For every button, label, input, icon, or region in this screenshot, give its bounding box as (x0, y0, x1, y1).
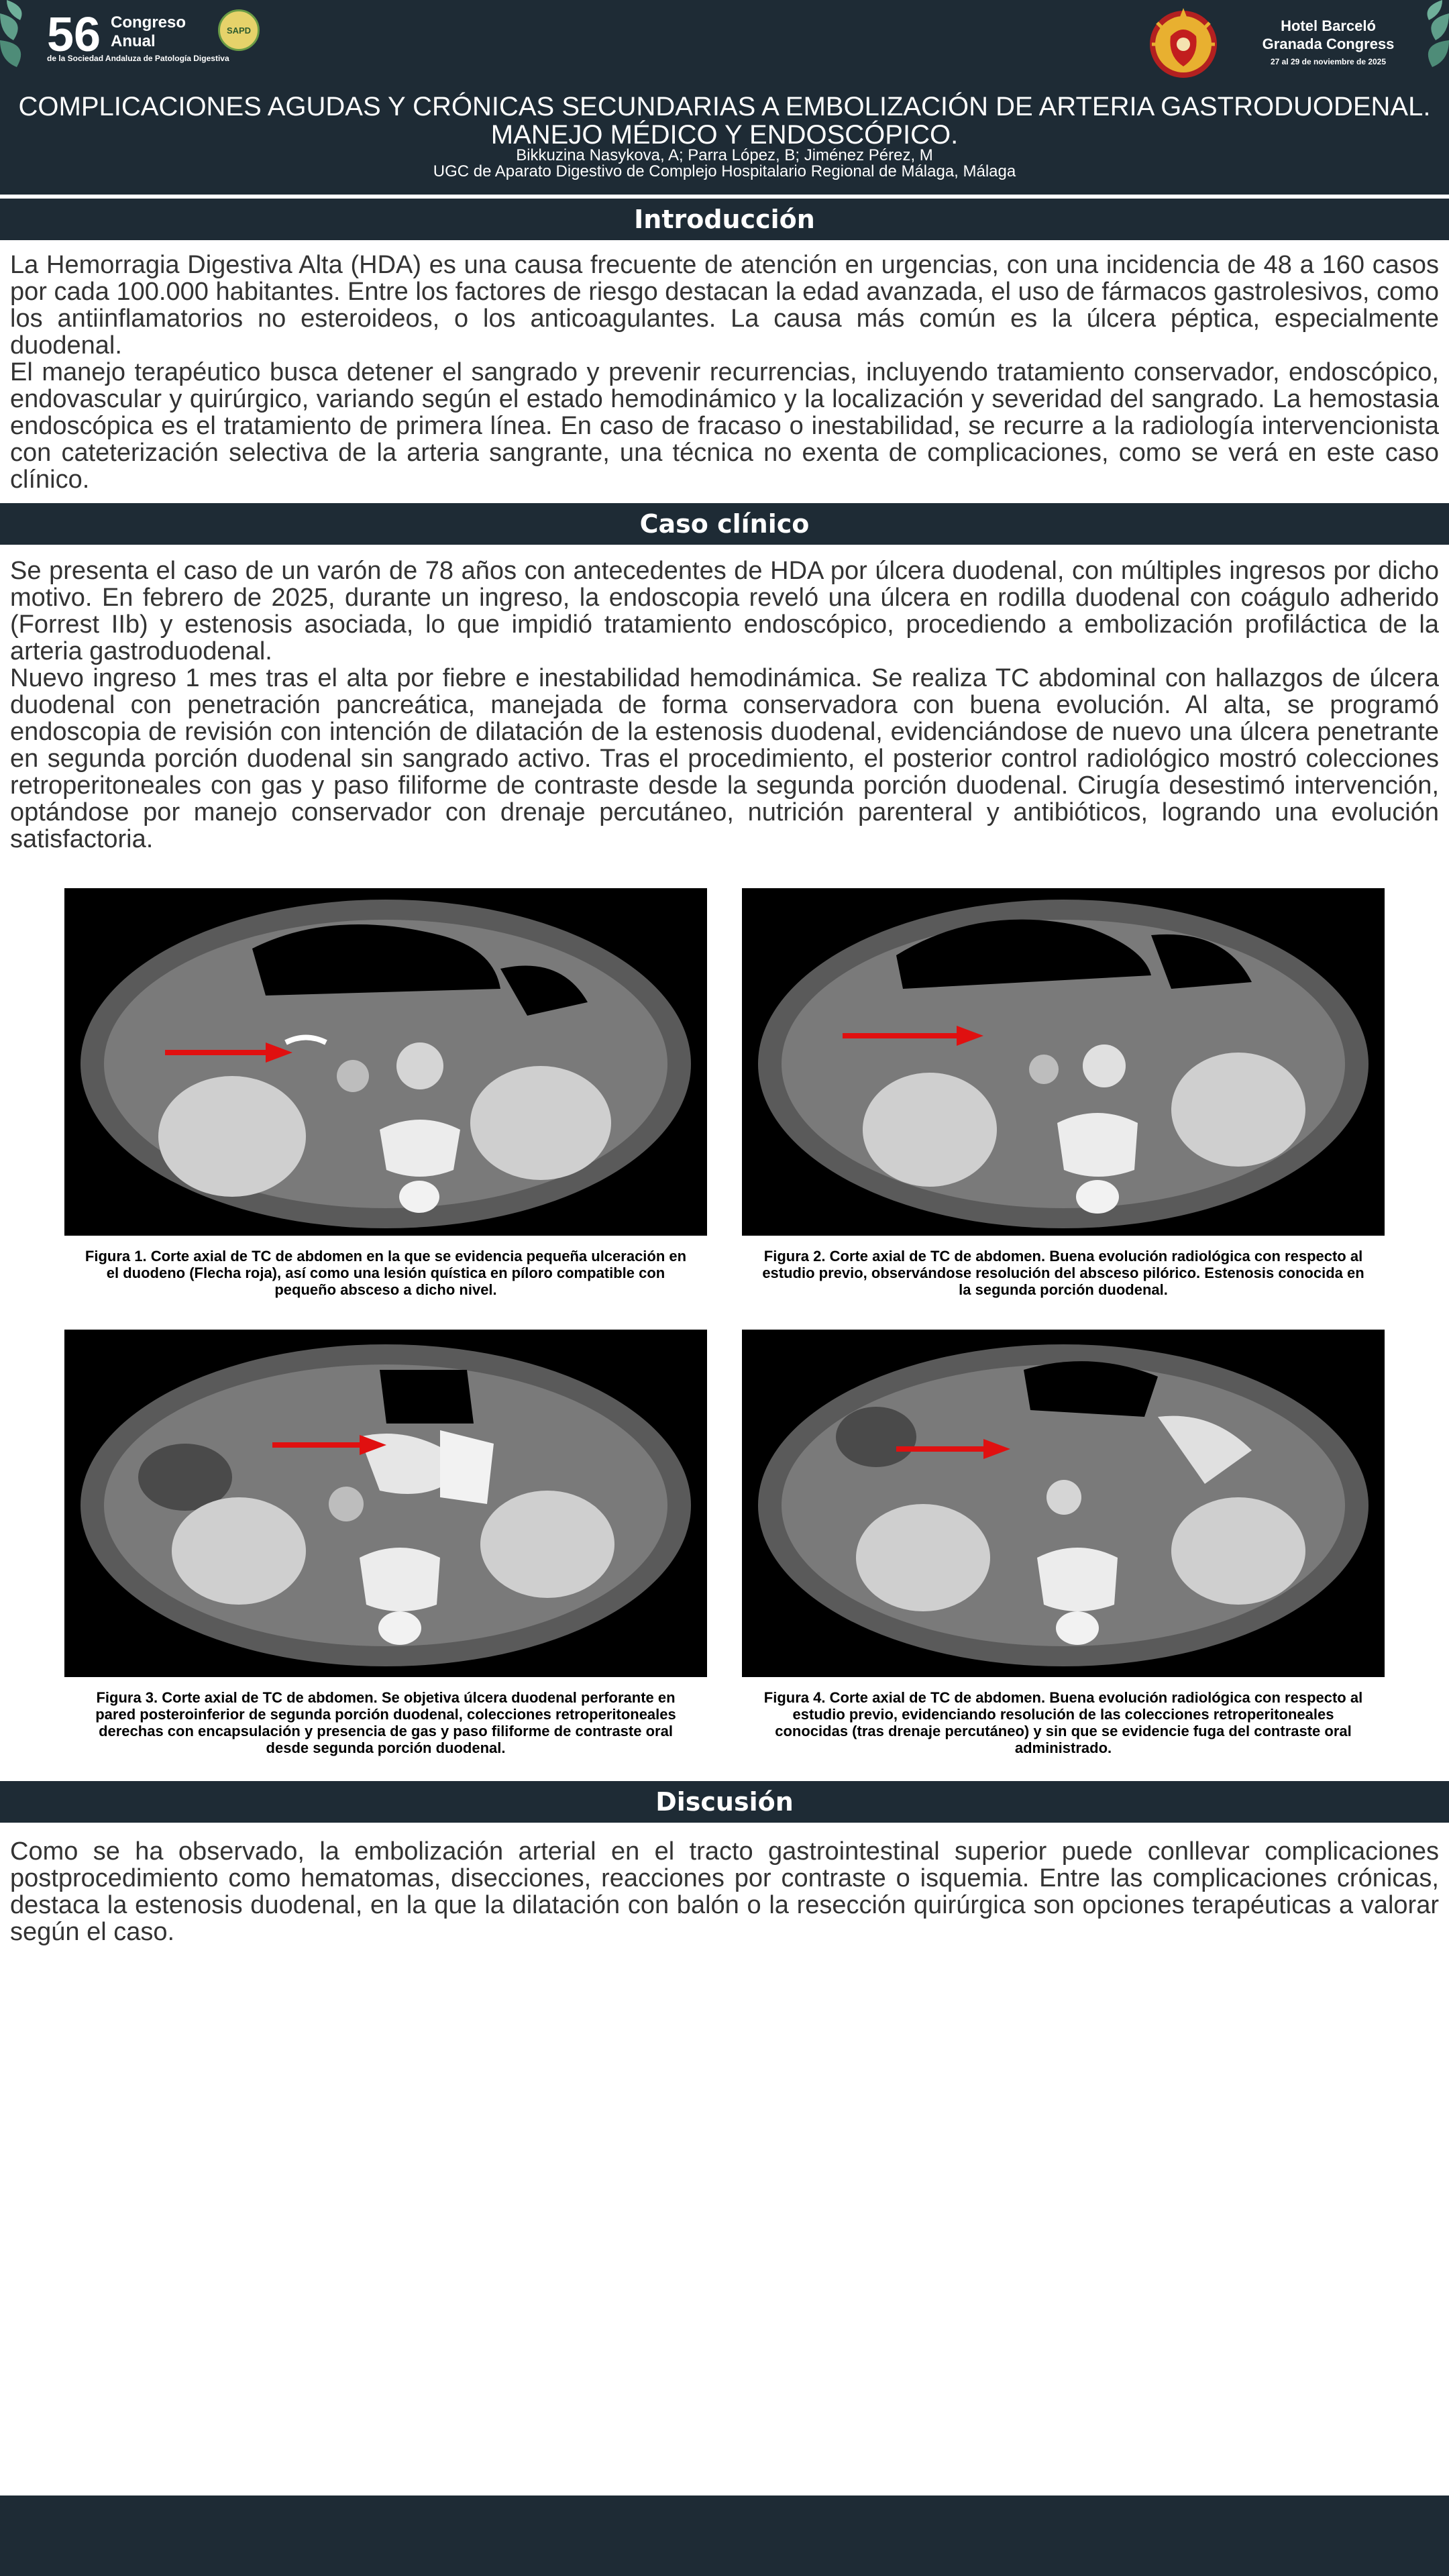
ct-scan-image (64, 1330, 707, 1677)
case-text (10, 557, 1439, 853)
paragraph: Se presenta el caso de un varón de 78 años con antecedentes de HDA por úlcera duodenal, con múltiples ingresos por dicho motivo. En febrero de 2025, durante un ingreso, la endoscopia reveló una úlcera en rodilla duodenal con coágulo adherido (Forrest IIb) y estenosis asociada, lo que impidió tratamiento endoscópico, procediendo a embolización profiláctica de la arteria gastroduodenal. (10, 557, 1439, 665)
section-heading-discussion: Discusión (0, 1781, 1449, 1823)
figure-3 (64, 1330, 707, 1756)
section-heading-case: Caso clínico (0, 503, 1449, 545)
congress-logo (47, 8, 288, 68)
paragraph: La Hemorragia Digestiva Alta (HDA) es una causa frecuente de atención en urgencias, con una incidencia de 48 a 160 casos por cada 100.000 habitantes. Entre los factores de riesgo destacan la edad avanzada, el uso de fármacos gastrolesivos, como los antiinflamatorios no esteroideos, o los anticoagulantes. La causa más común es la úlcera péptica, especialmente duodenal. (10, 251, 1439, 360)
paragraph: El manejo terapéutico busca detener el sangrado y prevenir recurrencias, incluyendo tratamiento conservador, endoscópico, endovascular y quirúrgico, variando según el estado hemodinámico y la localización y severidad del sangrado. La hemostasia endoscópica es el tratamiento de primera línea. En caso de fracaso o inestabilidad, se recurre a la radiología intervencionista con cateterización selectiva de la arteria sangrante, una técnica no exenta de complicaciones, como se verá en este caso clínico. (10, 358, 1439, 494)
paragraph: Como se ha observado, la embolización arterial en el tracto gastrointestinal superior puede conllevar complicaciones postprocedimiento como hematomas, disecciones, reacciones por contraste o isquemia. Entre las complicaciones crónicas, destaca la estenosis duodenal, en la que la dilatación con balón o la resección quirúrgica son opciones terapéuticas a valorar según el caso. (10, 1837, 1439, 1946)
venue-hotel: Hotel Barceló (1281, 17, 1376, 34)
figure-caption: Figura 3. Corte axial de TC de abdomen. Se objetiva úlcera duodenal perforante en pared posteroinferior de segunda porción duodenal, colecciones retroperitoneales derechas con encapsulación y presencia de gas y paso filiforme de contraste oral desde segunda porción duodenal. (95, 1689, 676, 1756)
poster-title (0, 93, 1449, 149)
figure-caption: Figura 1. Corte axial de TC de abdomen en la que se evidencia pequeña ulceración en el duodeno (Flecha roja), así como una lesión quística en píloro compatible con pequeño absceso a dicho nivel. (85, 1248, 687, 1298)
ct-scan-image (742, 1330, 1385, 1677)
intro-text (10, 252, 1439, 493)
congress-number: 56 (47, 8, 101, 62)
title-line: COMPLICACIONES AGUDAS Y CRÓNICAS SECUNDARIAS A EMBOLIZACIÓN DE ARTERIA GASTRODUODENAL. (18, 92, 1431, 121)
ct-scan-image (742, 888, 1385, 1236)
figure-4 (742, 1330, 1385, 1756)
poster-header (0, 0, 1449, 195)
venue-block (1244, 17, 1412, 66)
figure-1 (64, 888, 707, 1298)
figure-caption: Figura 2. Corte axial de TC de abdomen. Buena evolución radiológica con respecto al estudio previo, observándose resolución del absceso pilórico. Estenosis conocida en la segunda porción duodenal. (762, 1248, 1364, 1298)
authors: Bikkuzina Nasykova, A; Parra López, B; Jiménez Pérez, M (516, 146, 933, 164)
society-name: de la Sociedad Andaluza de Patología Digestiva (47, 54, 229, 63)
affiliation: UGC de Aparato Digestivo de Complejo Hospitalario Regional de Málaga, Málaga (433, 162, 1016, 180)
annual-word: Anual (111, 32, 156, 50)
figure-2 (742, 888, 1385, 1298)
figure-caption: Figura 4. Corte axial de TC de abdomen. Buena evolución radiológica con respecto al estudio previo, evidenciando resolución de las colecciones retroperitoneales conocidas (tras drenaje percutáneo) y sin que se evidencie fuga del contraste oral administrado. (763, 1689, 1363, 1756)
ct-scan-image (64, 888, 707, 1236)
title-line: MANEJO MÉDICO Y ENDOSCÓPICO. (490, 120, 959, 150)
congress-word: Congreso (111, 13, 186, 32)
leaf-ornament-icon (0, 0, 47, 80)
venue-name: Granada Congress (1262, 36, 1395, 52)
venue-dates: 27 al 29 de noviembre de 2025 (1270, 57, 1387, 66)
poster-footer (0, 2496, 1449, 2576)
sapd-badge: SAPD (218, 9, 260, 51)
granada-emblem-icon (1144, 3, 1223, 82)
discussion-text (10, 1838, 1439, 1945)
section-heading-intro: Introducción (0, 199, 1449, 240)
paragraph: Nuevo ingreso 1 mes tras el alta por fiebre e inestabilidad hemodinámica. Se realiza TC abdominal con hallazgos de úlcera duodenal con penetración pancreática, manejada de forma conservadora con buena evolución. Al alta, se programó endoscopia de revisión con intención de dilatación de la estenosis duodenal, evidenciándose de nuevo una úlcera penetrante en segunda porción duodenal sin sangrado activo. Tras el procedimiento, el posterior control radiológico mostró colecciones retroperitoneales con gas y paso filiforme de contraste desde la segunda porción duodenal. Cirugía desestimó intervención, optándose por manejo conservador con drenaje percutáneo, nutrición parenteral y antibióticos, logrando una evolución satisfactoria. (10, 664, 1439, 853)
